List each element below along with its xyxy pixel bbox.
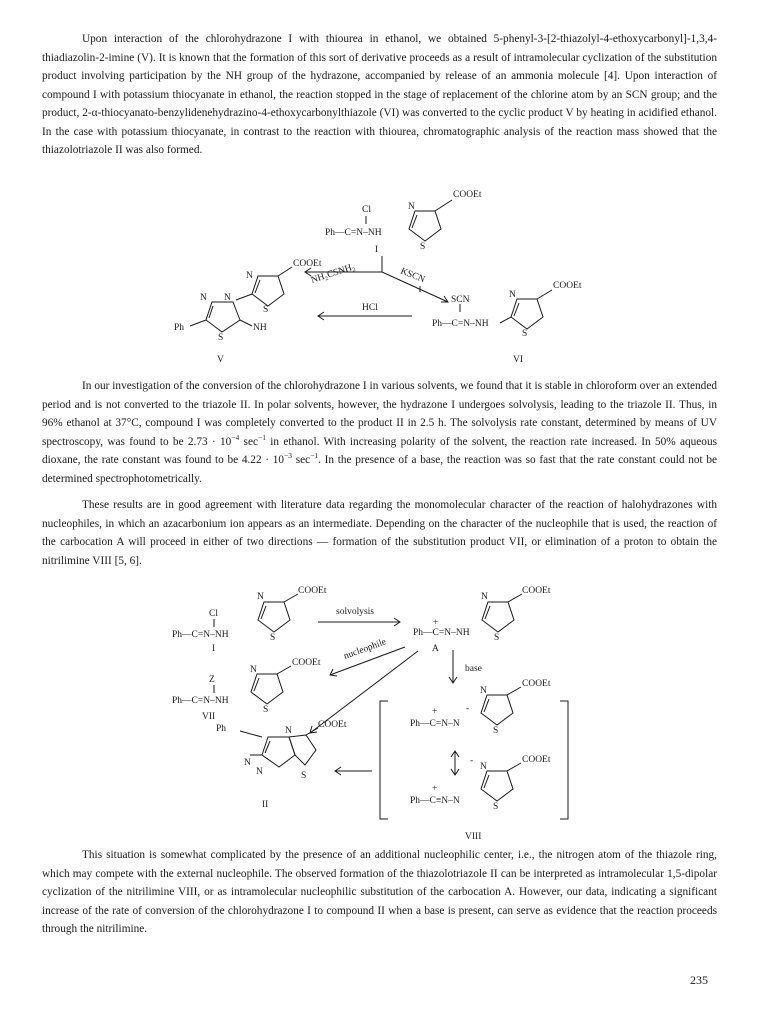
exponent: −4 xyxy=(231,432,240,442)
paragraph-1: Upon interaction of the chlorohydrazone I with thiourea in ethanol, we obtained 5-phenyl-3-[2-thiazolyl-4-ethoxycarbonyl]-1,3,4-thiadiazolin-2-imine (V). It is known that the formation of this sort of derivative proceeds as a result of intramolecular cyclization of the substitution product involving participation by the NH group of the hydrazone, accompanied by release of an ammonia molecule [4]. Upon interaction of compound I with potassium thiocyanate in ethanol, the reaction stopped in the stage of replacement of the chlorine atom by an SCN group; and the product, 2-α-thiocyanato-benzylidenehydrazino-4-ethoxycarbonylthiazole (VI) was converted to the cyclic product V by heating in acidified ethanol. In the case with potassium thiocyanate, in contrast to the reaction with thiourea, chromatographic analysis of the reaction mass showed that the thiazolotriazole II was also formed. xyxy=(42,33,717,156)
imine-nh: NH xyxy=(253,323,267,333)
n-atom: N xyxy=(480,686,487,696)
reagent-kscn: KSCN xyxy=(398,266,427,286)
compound-label-VIII: VIII xyxy=(465,832,482,842)
cooet-label: COOEt xyxy=(293,259,322,269)
n-atom: N xyxy=(250,665,257,675)
s-atom: S xyxy=(263,705,269,715)
hydrazone-chain: Ph—C=N–NH xyxy=(172,696,229,706)
compound-label-I: I xyxy=(212,644,216,654)
text-run: sec xyxy=(292,454,311,466)
nitrilimine-chain-2: Ph—C≡N–N xyxy=(410,796,460,806)
text-run: . In the presence of a base, the reaction was so fast that the rate constant could not be determined spectrophotometrically. xyxy=(42,454,717,485)
plus-charge: + xyxy=(433,618,439,628)
n-atom: N xyxy=(224,293,231,303)
compound-label-V: V xyxy=(217,355,224,365)
compound-label-VI: VI xyxy=(513,355,524,365)
minus-charge: - xyxy=(466,704,470,714)
hydrazone-chain: Ph—C=N–NH xyxy=(172,630,229,640)
s-atom: S xyxy=(420,242,426,252)
n-atom: N xyxy=(244,758,251,768)
s-atom: S xyxy=(263,305,269,315)
reaction-scheme-1 xyxy=(0,180,759,370)
n-atom: N xyxy=(257,592,264,602)
s-atom: S xyxy=(493,726,499,736)
cooet-label: COOEt xyxy=(522,755,551,765)
compound-label-VII: VII xyxy=(202,712,216,722)
reagent-thiourea: NH₂CSNH₂ xyxy=(309,262,357,286)
solvolysis-label: solvolysis xyxy=(336,607,375,617)
n-atom: N xyxy=(246,271,253,281)
reagent-hcl: HCl xyxy=(362,303,378,313)
z-atom: Z xyxy=(209,675,215,685)
s-atom: S xyxy=(494,633,500,643)
hydrazone-chain-I: Ph—C=N–NH xyxy=(325,228,382,238)
reaction-scheme-2 xyxy=(0,585,759,843)
n-atom: N xyxy=(509,290,516,300)
exponent: −1 xyxy=(257,432,266,442)
n-atom: N xyxy=(480,762,487,772)
page-number: 235 xyxy=(690,973,708,987)
n-atom: N xyxy=(408,202,415,212)
n-atom: N xyxy=(285,726,292,736)
exponent: −1 xyxy=(310,451,319,461)
n-atom: N xyxy=(481,592,488,602)
cooet-label: COOEt xyxy=(522,586,551,596)
n-atom: N xyxy=(200,293,207,303)
n-atom: N xyxy=(256,767,263,777)
text-run: In our investigation of the conversion of the chlorohydrazone I in various solvents, we found that it is stable in chloroform over an extended period and is not converted to the triazole II. In polar solvents, however, the hydrazone I undergoes solvolysis, leading to the triazole II. Thus, in 96% ethanol at 37°C, compound I was completely converted to the product II in 2.5 h. The solvolysis rate constant, determined by means of UV spectroscopy, was found to be 2.73 · 10 xyxy=(42,380,717,448)
phenyl-label: Ph xyxy=(174,323,185,333)
minus-charge: - xyxy=(470,756,474,766)
cl-atom: Cl xyxy=(362,205,371,215)
compound-label-II: II xyxy=(262,800,269,810)
base-label: base xyxy=(465,664,482,674)
cooet-label: COOEt xyxy=(553,281,582,291)
cooet-label: COOEt xyxy=(318,720,347,730)
hydrazone-chain-VI: Ph—C=N–NH xyxy=(432,319,489,329)
s-atom: S xyxy=(301,771,307,781)
carbocation-chain: Ph—C=N–NH xyxy=(413,628,470,638)
phenyl-label: Ph xyxy=(216,724,227,734)
scn-group: SCN xyxy=(451,295,470,305)
text-run: sec xyxy=(239,435,258,448)
cooet-label: COOEt xyxy=(522,679,551,689)
exponent: −3 xyxy=(284,451,293,461)
nitrilimine-chain-1: Ph—C=N–N xyxy=(410,719,460,729)
cooet-label: COOEt xyxy=(292,658,321,668)
s-atom: S xyxy=(218,333,224,343)
paragraph-3: These results are in good agreement with literature data regarding the monomolecular character of the reaction of halohydrazones with nucleophiles, in which an azacarbonium ion appears as an intermediate. Depending on the character of the nucleophile that is used, the reaction of the carbocation A will proceed in either of two directions — formation of the substitution product VII, or elimination of a proton to obtain the nitrilimine VIII [5, 6]. xyxy=(42,499,717,567)
cooet-label: COOEt xyxy=(298,586,327,596)
s-atom: S xyxy=(493,802,499,812)
cooet-label: COOEt xyxy=(453,190,482,200)
cl-atom: Cl xyxy=(209,609,218,619)
compound-label-I: I xyxy=(375,245,379,255)
plus-charge: + xyxy=(432,784,438,794)
nucleophile-label: nucleophile xyxy=(342,637,388,662)
s-atom: S xyxy=(270,633,276,643)
plus-charge: + xyxy=(432,707,438,717)
text-run: in ethanol. With increasing polarity of the solvent, the reaction rate increased. In 50% aqueous dioxane, the rate constant was found to be 4.22 · 10 xyxy=(42,435,718,466)
paragraph-2 xyxy=(42,377,717,488)
compound-label-A: A xyxy=(432,644,439,654)
s-atom: S xyxy=(522,329,528,339)
paragraph-4: This situation is somewhat complicated by the presence of an additional nucleophilic center, i.e., the nitrogen atom of the thiazole ring, which may compete with the external nucleophile. The observed formation of the thiazolotriazole II can be interpreted as intramolecular 1,5-dipolar cyclization of the nitrilimine VIII, or as intramolecular nucleophilic substitution of the carbocation A. However, our data, indicating a significant increase of the rate of conversion of the chlorohydrazone I to compound II when a base is present, can serve as evidence that the reaction proceeds through the nitrilimine. xyxy=(42,849,717,935)
